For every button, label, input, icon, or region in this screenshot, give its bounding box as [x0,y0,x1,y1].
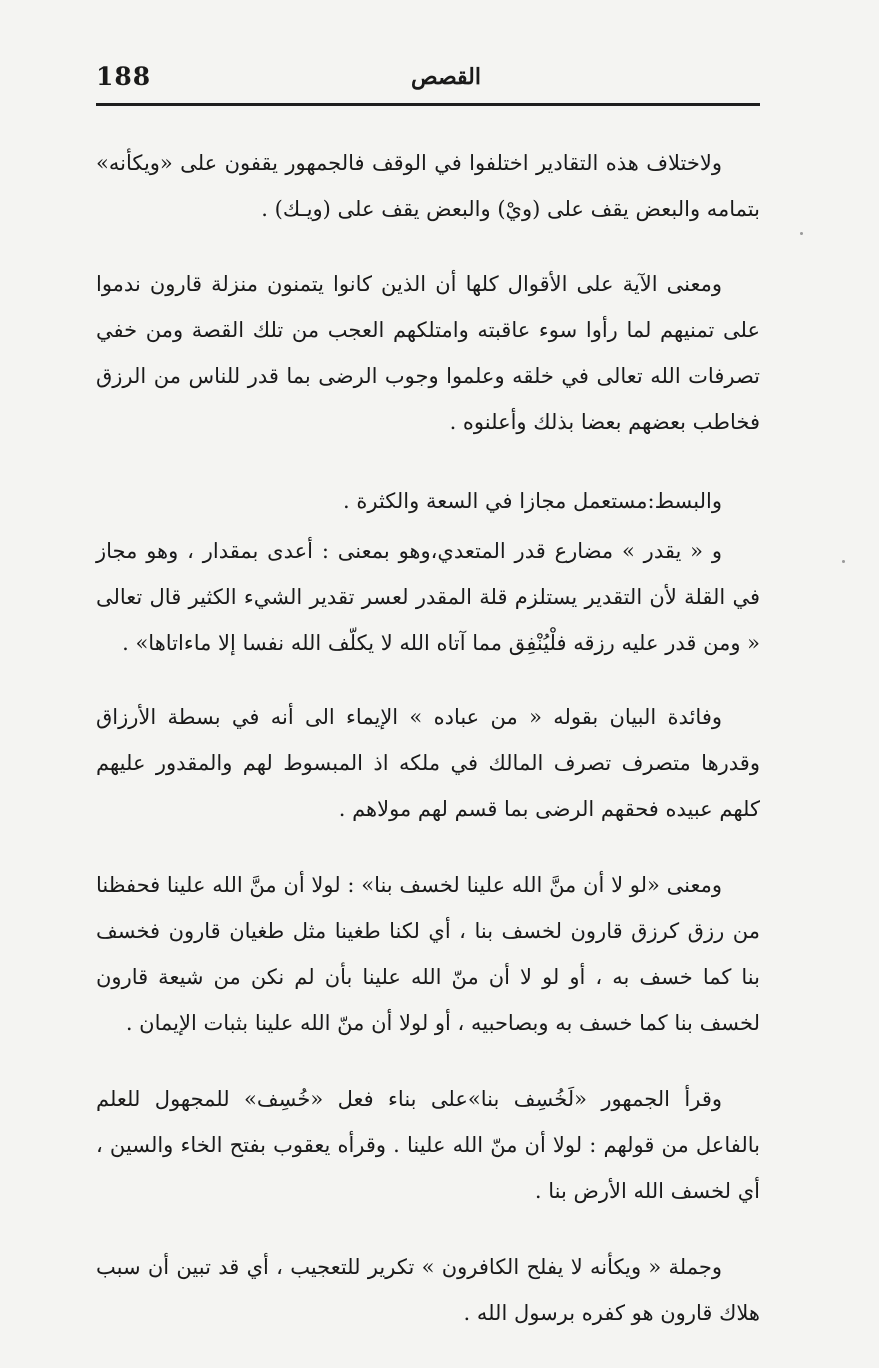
chapter-title: القصص [411,64,481,90]
body-text [96,140,760,1336]
header-divider [96,103,760,106]
paragraph: وقرأ الجمهور «لَخُسِف بنا»على بناء فعل «خُسِف» للمجهول للعلم بالفاعل من قولهم : لولا أن منّ الله علينا . وقرأه يعقوب بفتح الخاء والسين ، أي لخسف الله الأرض بنا . [96,1087,760,1203]
paragraph: والبسط:مستعمل مجازا في السعة والكثرة . [343,489,722,513]
scan-speck [842,560,845,563]
paragraph: و « يقدر » مضارع قدر المتعدي،وهو بمعنى : أعدى بمقدار ، وهو مجاز في القلة لأن التقدير يستلزم قلة المقدر لعسر تقدير الشيء الكثير قال تعالى « ومن قدر عليه رزقه فلْيُنْفِق مما آتاه الله لا يكلّف الله نفسا إلا ماءاتاها» . [96,539,760,655]
paragraph: ولاختلاف هذه التقادير اختلفوا في الوقف فالجمهور يقفون على «ويكأنه» بتمامه والبعض يقف على (ويْ) والبعض يقف على (ويـك) . [96,151,760,221]
paragraph: وجملة « ويكأنه لا يفلح الكافرون » تكرير للتعجيب ، أي قد تبين أن سبب هلاك قارون هو كفره برسول الله . [96,1255,760,1325]
page-header [96,62,760,102]
page-number: 188 [96,62,152,91]
paragraph: ومعنى الآية على الأقوال كلها أن الذين كانوا يتمنون منزلة قارون ندموا على تمنيهم لما رأوا سوء عاقبته وامتلكهم العجب من تلك القصة ومن خفي تصرفات الله تعالى في خلقه وعلموا وجوب الرضى بما قدر للناس من الرزق فخاطب بعضهم بعضا بذلك وأعلنوه . [96,272,760,434]
paragraph: وفائدة البيان بقوله « من عباده » الإيماء الى أنه في بسطة الأرزاق وقدرها متصرف تصرف المالك في ملكه اذ المبسوط لهم والمقدور عليهم كلهم عبيده فحقهم الرضى بما قسم لهم مولاهم . [96,705,760,821]
scan-speck [800,232,803,235]
paragraph: ومعنى «لو لا أن منَّ الله علينا لخسف بنا» : لولا أن منَّ الله علينا فحفظنا من رزق كرزق قارون لخسف بنا ، أي لكنا طغينا مثل طغيان قارون فخسف بنا كما خسف به ، أو لو لا أن منّ الله علينا بأن لم نكن من شيعة قارون لخسف بنا كما خسف به وبصاحبيه ، أو لولا أن منّ الله علينا بثبات الإيمان . [96,873,760,1035]
